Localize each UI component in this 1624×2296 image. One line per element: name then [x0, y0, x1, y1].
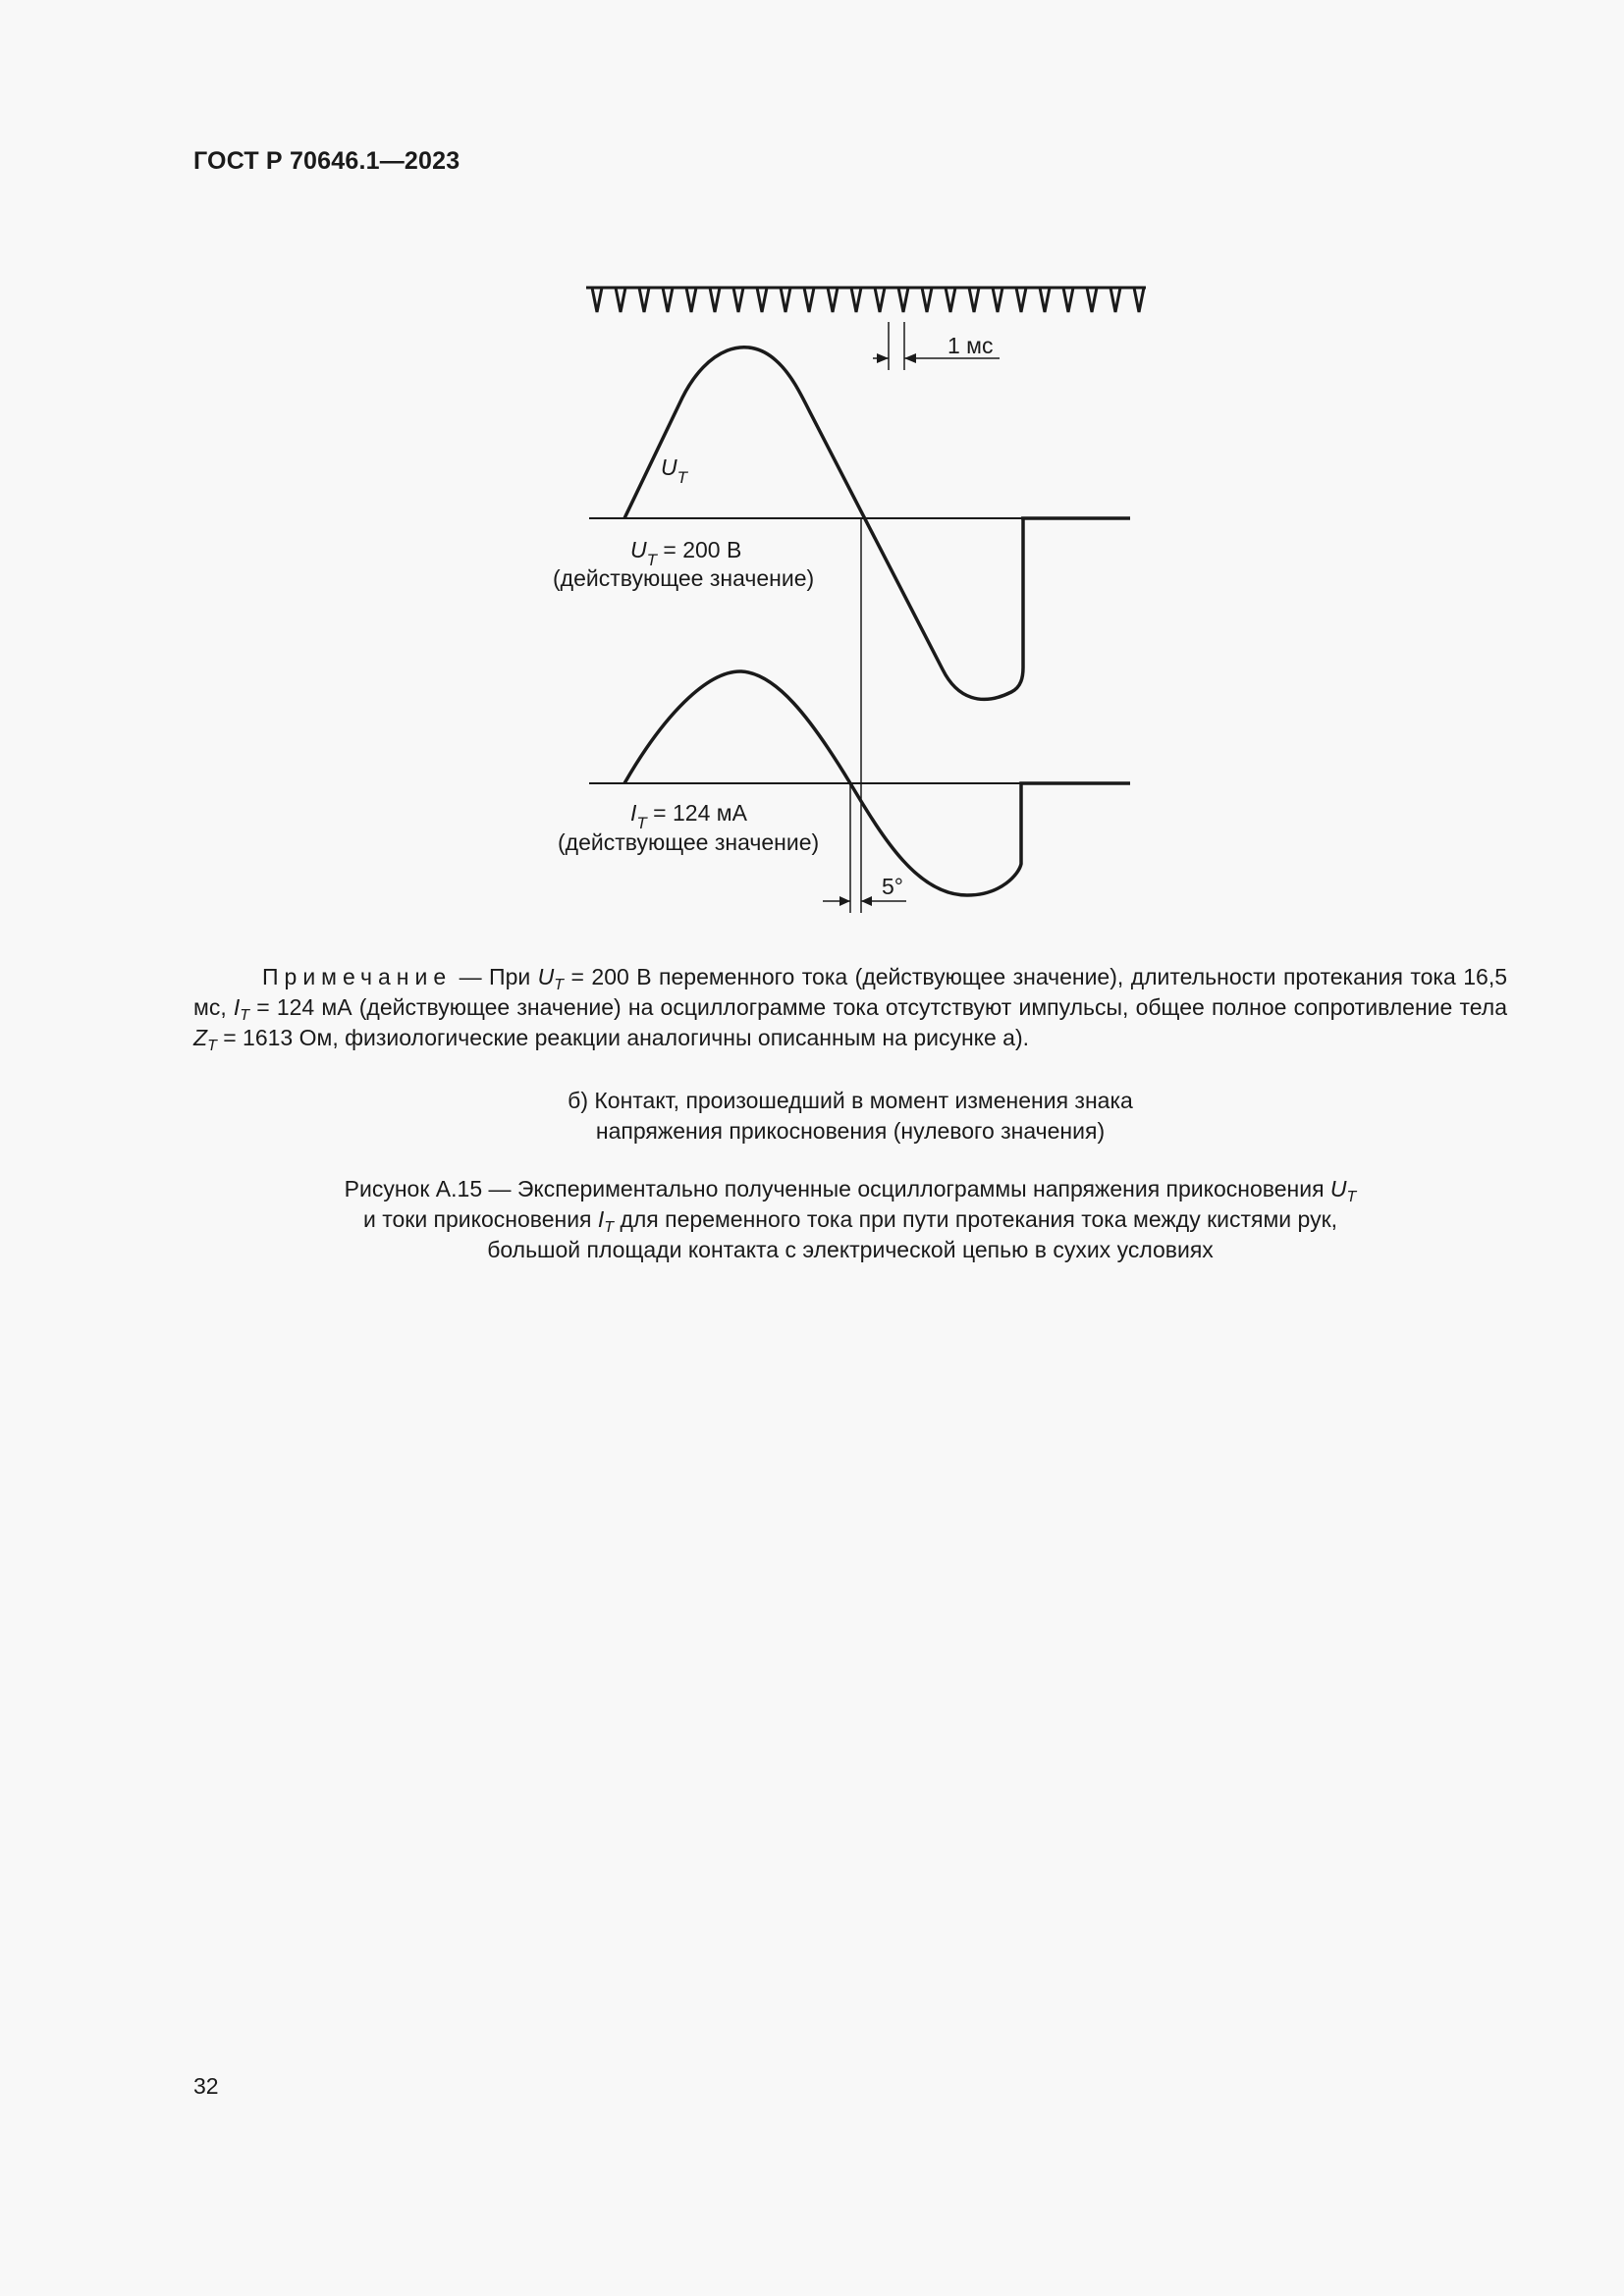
time-tick [616, 288, 625, 312]
time-tick [686, 288, 696, 312]
note-lead: Примечание [262, 964, 453, 989]
ut-value-note: (действующее значение) [553, 565, 815, 591]
time-tick [969, 288, 979, 312]
voltage-trace [624, 347, 1130, 700]
time-tick [1016, 288, 1026, 312]
time-tick [993, 288, 1002, 312]
time-tick [1134, 288, 1144, 312]
it-value-note: (действующее значение) [558, 829, 820, 855]
time-tick [592, 288, 602, 312]
time-tick [1087, 288, 1097, 312]
time-scale-label: 1 мс [947, 333, 994, 358]
subfigure-caption: б) Контакт, произошедший в момент изменения знака напряжения прикосновения (нулевого значения) [568, 1088, 1133, 1144]
time-tick [663, 288, 673, 312]
voltage-waveform [589, 347, 1130, 700]
time-tick [898, 288, 908, 312]
time-tick [946, 288, 955, 312]
time-tick [710, 288, 720, 312]
time-tick [922, 288, 932, 312]
ut-trace-label: $U_T$ [661, 454, 688, 487]
time-tick [757, 288, 767, 312]
time-tick [639, 288, 649, 312]
page-number: 32 [193, 2073, 219, 2099]
time-tick [1063, 288, 1073, 312]
ut-value-label: $U_T = 200$ В [630, 537, 742, 569]
time-tick [733, 288, 743, 312]
time-marker-ticks [592, 288, 1144, 312]
current-waveform [589, 671, 1130, 895]
oscillogram-figure [0, 0, 1624, 982]
figure-note: Примечание — При $U_T = 200$ В переменного тока (действующее значение), длительности протекания тока 16,5 мс, $I_T = 124$ мА (действующее значение) на осциллограмме тока отсутствуют импульсы, общее полное сопротивление тела $Z_T = 1613$ Ом, физиологические реакции аналогичны описанным на рисунке а). [193, 964, 1508, 1054]
phase-shift-label: 5° [882, 874, 903, 899]
time-tick [781, 288, 790, 312]
time-marker-strip [586, 288, 1146, 312]
time-tick [1040, 288, 1050, 312]
time-tick [875, 288, 885, 312]
document-header: ГОСТ Р 70646.1—2023 [193, 147, 460, 175]
time-tick [1110, 288, 1120, 312]
time-tick [828, 288, 838, 312]
it-value-label: $I_T = 124$ мА [630, 800, 747, 832]
figure-caption: Рисунок А.15 — Экспериментально полученные осциллограммы напряжения прикосновения $U_T$ и токи прикосновения $I_T$ для переменного тока при пути протекания тока между кистями рук, большой площади контакта с электрической цепью в сухих условиях [344, 1176, 1357, 1262]
time-tick [851, 288, 861, 312]
time-tick [804, 288, 814, 312]
